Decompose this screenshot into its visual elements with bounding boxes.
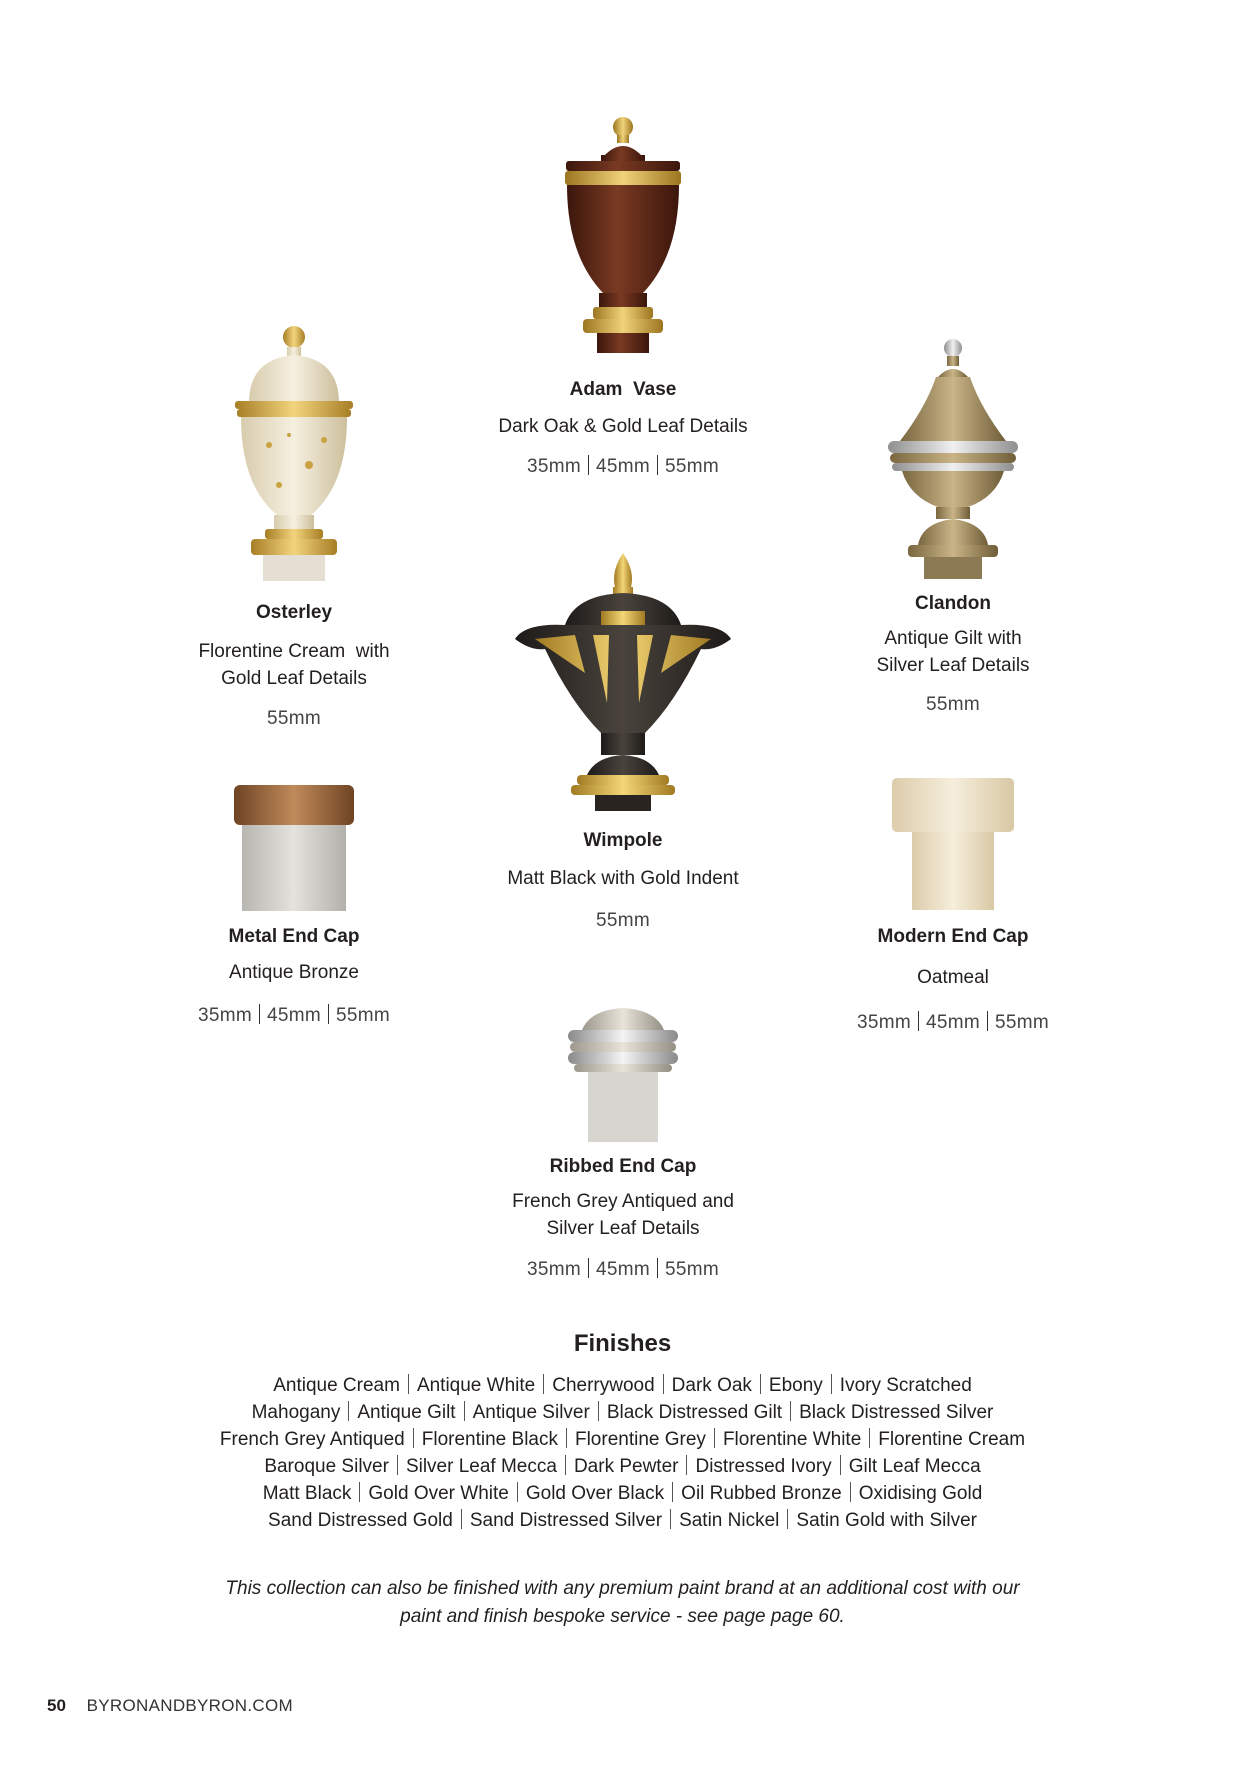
divider (588, 455, 589, 475)
divider (348, 1401, 349, 1421)
divider (869, 1428, 870, 1448)
finish-item: Florentine Cream (878, 1429, 1026, 1450)
product-wimpole (453, 553, 793, 932)
divider (397, 1455, 398, 1475)
divider (831, 1374, 832, 1394)
size-option: 55mm (995, 1012, 1049, 1033)
clandon-finial-icon (878, 337, 1028, 581)
product-metal-end-cap (124, 785, 464, 1027)
divider (714, 1428, 715, 1448)
product-name: Osterley (255, 602, 333, 623)
divider (787, 1509, 788, 1529)
divider (328, 1004, 329, 1024)
finish-item: Antique White (416, 1375, 536, 1396)
size-option: 35mm (198, 1005, 252, 1026)
description-line: Silver Leaf Details (546, 1218, 700, 1239)
modern-end-cap-icon (890, 778, 1016, 910)
product-sizes (453, 455, 793, 478)
divider (657, 455, 658, 475)
divider (359, 1482, 360, 1502)
size-option: 45mm (596, 1259, 650, 1280)
product-sizes (124, 708, 464, 730)
product-description: Dark Oak & Gold Leaf Details (498, 416, 748, 437)
size-option: 35mm (527, 1259, 581, 1280)
divider (543, 1374, 544, 1394)
finish-item: Florentine Grey (574, 1429, 706, 1450)
finish-item: Mahogany (251, 1402, 341, 1423)
size-option: 45mm (596, 456, 650, 477)
divider (686, 1455, 687, 1475)
finish-item: Antique Silver (472, 1402, 590, 1423)
finishes-row (0, 1426, 1245, 1453)
finishes-row (0, 1480, 1245, 1507)
size-option: 55mm (267, 708, 321, 729)
product-name: Wimpole (583, 830, 663, 851)
product-clandon (783, 337, 1123, 716)
size-option: 55mm (665, 1259, 719, 1280)
size-option: 35mm (527, 456, 581, 477)
divider (413, 1428, 414, 1448)
metal-end-cap-icon (232, 785, 356, 911)
finish-item: Gold Over Black (525, 1483, 665, 1504)
product-name: Clandon (915, 593, 991, 614)
size-option: 55mm (665, 456, 719, 477)
description-line: French Grey Antiqued and (512, 1191, 734, 1212)
finish-item: Baroque Silver (264, 1456, 389, 1477)
description-line: Gold Leaf Details (221, 668, 367, 689)
description-line: Antique Gilt with (884, 628, 1022, 649)
product-sizes (453, 1258, 793, 1281)
size-option: 35mm (857, 1012, 911, 1033)
divider (790, 1401, 791, 1421)
divider (408, 1374, 409, 1394)
divider (588, 1258, 589, 1278)
finishes-row (0, 1453, 1245, 1480)
product-name: Ribbed End Cap (549, 1156, 697, 1177)
note-line: paint and finish bespoke service - see page page 60. (400, 1606, 845, 1627)
finish-item: Distressed Ivory (695, 1456, 832, 1477)
finish-item: Black Distressed Silver (799, 1402, 994, 1423)
size-option: 55mm (336, 1005, 390, 1026)
ribbed-end-cap-icon (560, 1008, 686, 1142)
adam-vase-finial-icon (553, 115, 693, 375)
finish-item: Oil Rubbed Bronze (681, 1483, 842, 1504)
description-line: Silver Leaf Details (876, 655, 1030, 676)
finish-item: Antique Cream (273, 1375, 400, 1396)
finish-item: Silver Leaf Mecca (405, 1456, 557, 1477)
divider (670, 1509, 671, 1529)
product-description (453, 1188, 793, 1242)
description-line: Florentine Cream with (198, 641, 390, 662)
product-name: Adam Vase (569, 379, 677, 400)
osterley-finial-icon (219, 325, 369, 583)
note-line: This collection can also be finished with any premium paint brand at an additional cost with our (225, 1578, 1020, 1599)
finishes-row (0, 1507, 1245, 1534)
size-option: 45mm (267, 1005, 321, 1026)
product-name: Modern End Cap (877, 926, 1029, 947)
divider (918, 1011, 919, 1031)
finish-item: Black Distressed Gilt (606, 1402, 783, 1423)
divider (840, 1455, 841, 1475)
divider (657, 1258, 658, 1278)
finish-item: Sand Distressed Gold (268, 1510, 453, 1531)
product-sizes (783, 694, 1123, 716)
divider (663, 1374, 664, 1394)
finish-item: Florentine White (722, 1429, 862, 1450)
divider (598, 1401, 599, 1421)
product-adam-vase (453, 115, 793, 478)
finishes-row (0, 1372, 1245, 1399)
divider (850, 1482, 851, 1502)
size-option: 55mm (926, 694, 980, 715)
page-number: 50 (47, 1696, 66, 1715)
divider (517, 1482, 518, 1502)
product-description: Matt Black with Gold Indent (507, 868, 739, 889)
finish-item: Sand Distressed Silver (469, 1510, 663, 1531)
finish-item: Antique Gilt (357, 1402, 456, 1423)
finish-item: Satin Gold with Silver (796, 1510, 977, 1531)
product-modern-end-cap (783, 778, 1123, 1034)
product-sizes (453, 910, 793, 932)
divider (461, 1509, 462, 1529)
divider (672, 1482, 673, 1502)
divider (565, 1455, 566, 1475)
finish-item: Gold Over White (368, 1483, 509, 1504)
wimpole-finial-icon (515, 553, 731, 811)
finish-item: Dark Oak (671, 1375, 752, 1396)
size-option: 45mm (926, 1012, 980, 1033)
product-description (124, 638, 464, 692)
finishes-section (0, 1330, 1245, 1534)
divider (259, 1004, 260, 1024)
finish-item: Dark Pewter (573, 1456, 679, 1477)
product-sizes (783, 1011, 1123, 1034)
product-description (783, 625, 1123, 679)
bespoke-note (0, 1575, 1245, 1631)
product-name: Metal End Cap (228, 926, 360, 947)
divider (987, 1011, 988, 1031)
finish-item: Satin Nickel (679, 1510, 780, 1531)
divider (566, 1428, 567, 1448)
product-sizes (124, 1004, 464, 1027)
finish-item: Cherrywood (552, 1375, 655, 1396)
product-osterley (124, 325, 464, 730)
finishes-row (0, 1399, 1245, 1426)
divider (760, 1374, 761, 1394)
finishes-title: Finishes (573, 1330, 672, 1357)
finish-item: Ebony (768, 1375, 823, 1396)
finishes-list (0, 1372, 1245, 1534)
finish-item: Florentine Black (421, 1429, 558, 1450)
finish-item: Ivory Scratched (839, 1375, 972, 1396)
size-option: 55mm (596, 910, 650, 931)
website-link[interactable]: BYRONANDBYRON.COM (86, 1696, 293, 1715)
page-footer (47, 1696, 293, 1716)
finish-item: Oxidising Gold (858, 1483, 983, 1504)
finish-item: Gilt Leaf Mecca (848, 1456, 981, 1477)
finish-item: French Grey Antiqued (219, 1429, 405, 1450)
product-ribbed-end-cap (453, 1008, 793, 1281)
divider (464, 1401, 465, 1421)
finish-item: Matt Black (262, 1483, 352, 1504)
product-description: Oatmeal (917, 967, 989, 988)
product-description: Antique Bronze (229, 962, 359, 983)
